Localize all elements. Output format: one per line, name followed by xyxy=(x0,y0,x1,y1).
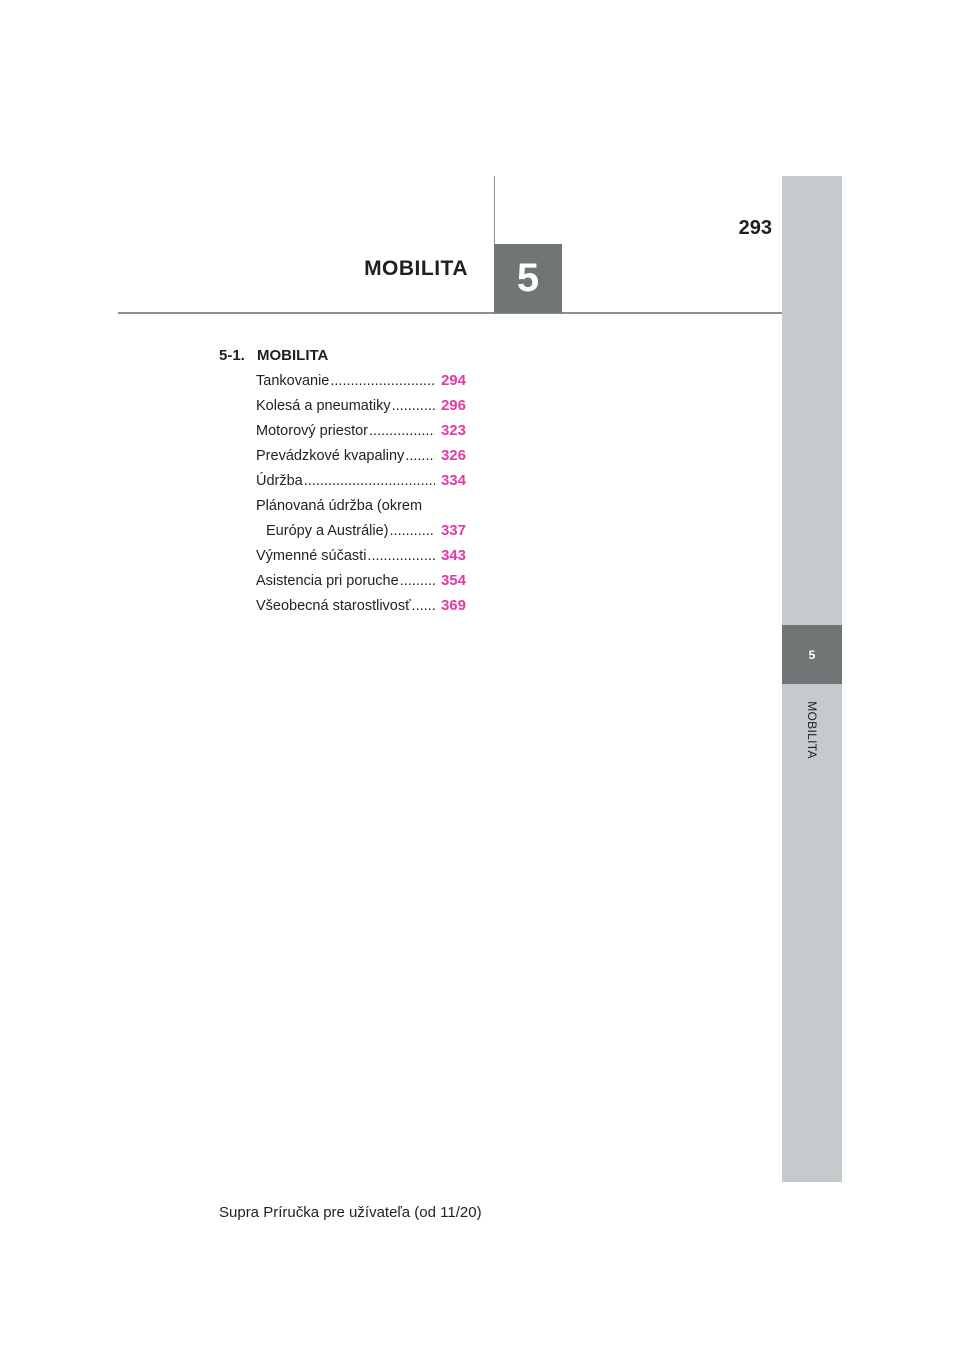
toc-item[interactable] xyxy=(256,422,466,440)
toc-page-link[interactable]: 369 xyxy=(440,597,466,614)
toc-item[interactable] xyxy=(256,572,466,590)
toc-page-link[interactable]: 343 xyxy=(440,547,466,564)
toc-item-title: Výmenné súčasti xyxy=(256,548,367,564)
toc-leader-dots xyxy=(412,597,435,615)
side-tab-label: MOBILITA xyxy=(805,701,819,759)
toc-item[interactable] xyxy=(256,397,466,415)
toc-leader-dots xyxy=(330,372,435,390)
toc-leader-dots xyxy=(390,522,435,540)
chapter-title: MOBILITA xyxy=(364,257,468,280)
section-title: MOBILITA xyxy=(257,347,329,364)
toc-item-title: Kolesá a pneumatiky xyxy=(256,398,391,414)
footer-manual-title: Supra Príručka pre užívateľa (od 11/20) xyxy=(219,1204,482,1221)
toc-page-link[interactable]: 326 xyxy=(440,447,466,464)
side-chapter-tab[interactable] xyxy=(782,625,842,684)
toc-leader-dots xyxy=(400,572,435,590)
toc-leader-dots xyxy=(392,397,435,415)
toc-page-link[interactable]: 294 xyxy=(440,372,466,389)
toc-item-title-line2: Európy a Austrálie) xyxy=(266,523,389,539)
toc-item-title: Motorový priestor xyxy=(256,423,369,439)
toc-item-title: Asistencia pri poruche xyxy=(256,573,399,589)
section-heading xyxy=(219,347,328,364)
toc-item-title: Údržba xyxy=(256,473,303,489)
toc-item-title: Plánovaná údržba (okrem xyxy=(256,498,423,514)
chapter-number: 5 xyxy=(516,256,540,300)
toc-page-link[interactable]: 323 xyxy=(440,422,466,439)
toc-item-title: Tankovanie xyxy=(256,373,330,389)
toc-leader-dots xyxy=(369,422,435,440)
side-tab-number: 5 xyxy=(808,647,816,662)
toc-leader-dots xyxy=(405,447,435,465)
table-of-contents xyxy=(256,372,466,622)
toc-page-link[interactable]: 296 xyxy=(440,397,466,414)
section-number: 5-1. xyxy=(219,347,245,364)
toc-item[interactable] xyxy=(256,372,466,390)
chapter-number-box xyxy=(494,244,562,313)
toc-item[interactable] xyxy=(256,547,466,565)
header-vertical-rule xyxy=(494,176,495,244)
toc-item-title: Prevádzkové kvapaliny xyxy=(256,448,405,464)
toc-item[interactable] xyxy=(256,447,466,465)
header-horizontal-rule xyxy=(118,312,782,314)
toc-item[interactable] xyxy=(256,472,466,490)
toc-item-continuation xyxy=(256,522,466,540)
toc-page-link[interactable]: 337 xyxy=(440,522,466,539)
toc-item-title: Všeobecná starostlivosť xyxy=(256,598,411,614)
toc-page-link[interactable]: 354 xyxy=(440,572,466,589)
toc-item[interactable] xyxy=(256,597,466,615)
page-number: 293 xyxy=(738,217,772,239)
toc-leader-dots xyxy=(304,472,435,490)
toc-item[interactable] xyxy=(256,497,466,540)
toc-leader-dots xyxy=(367,547,435,565)
toc-page-link[interactable]: 334 xyxy=(440,472,466,489)
